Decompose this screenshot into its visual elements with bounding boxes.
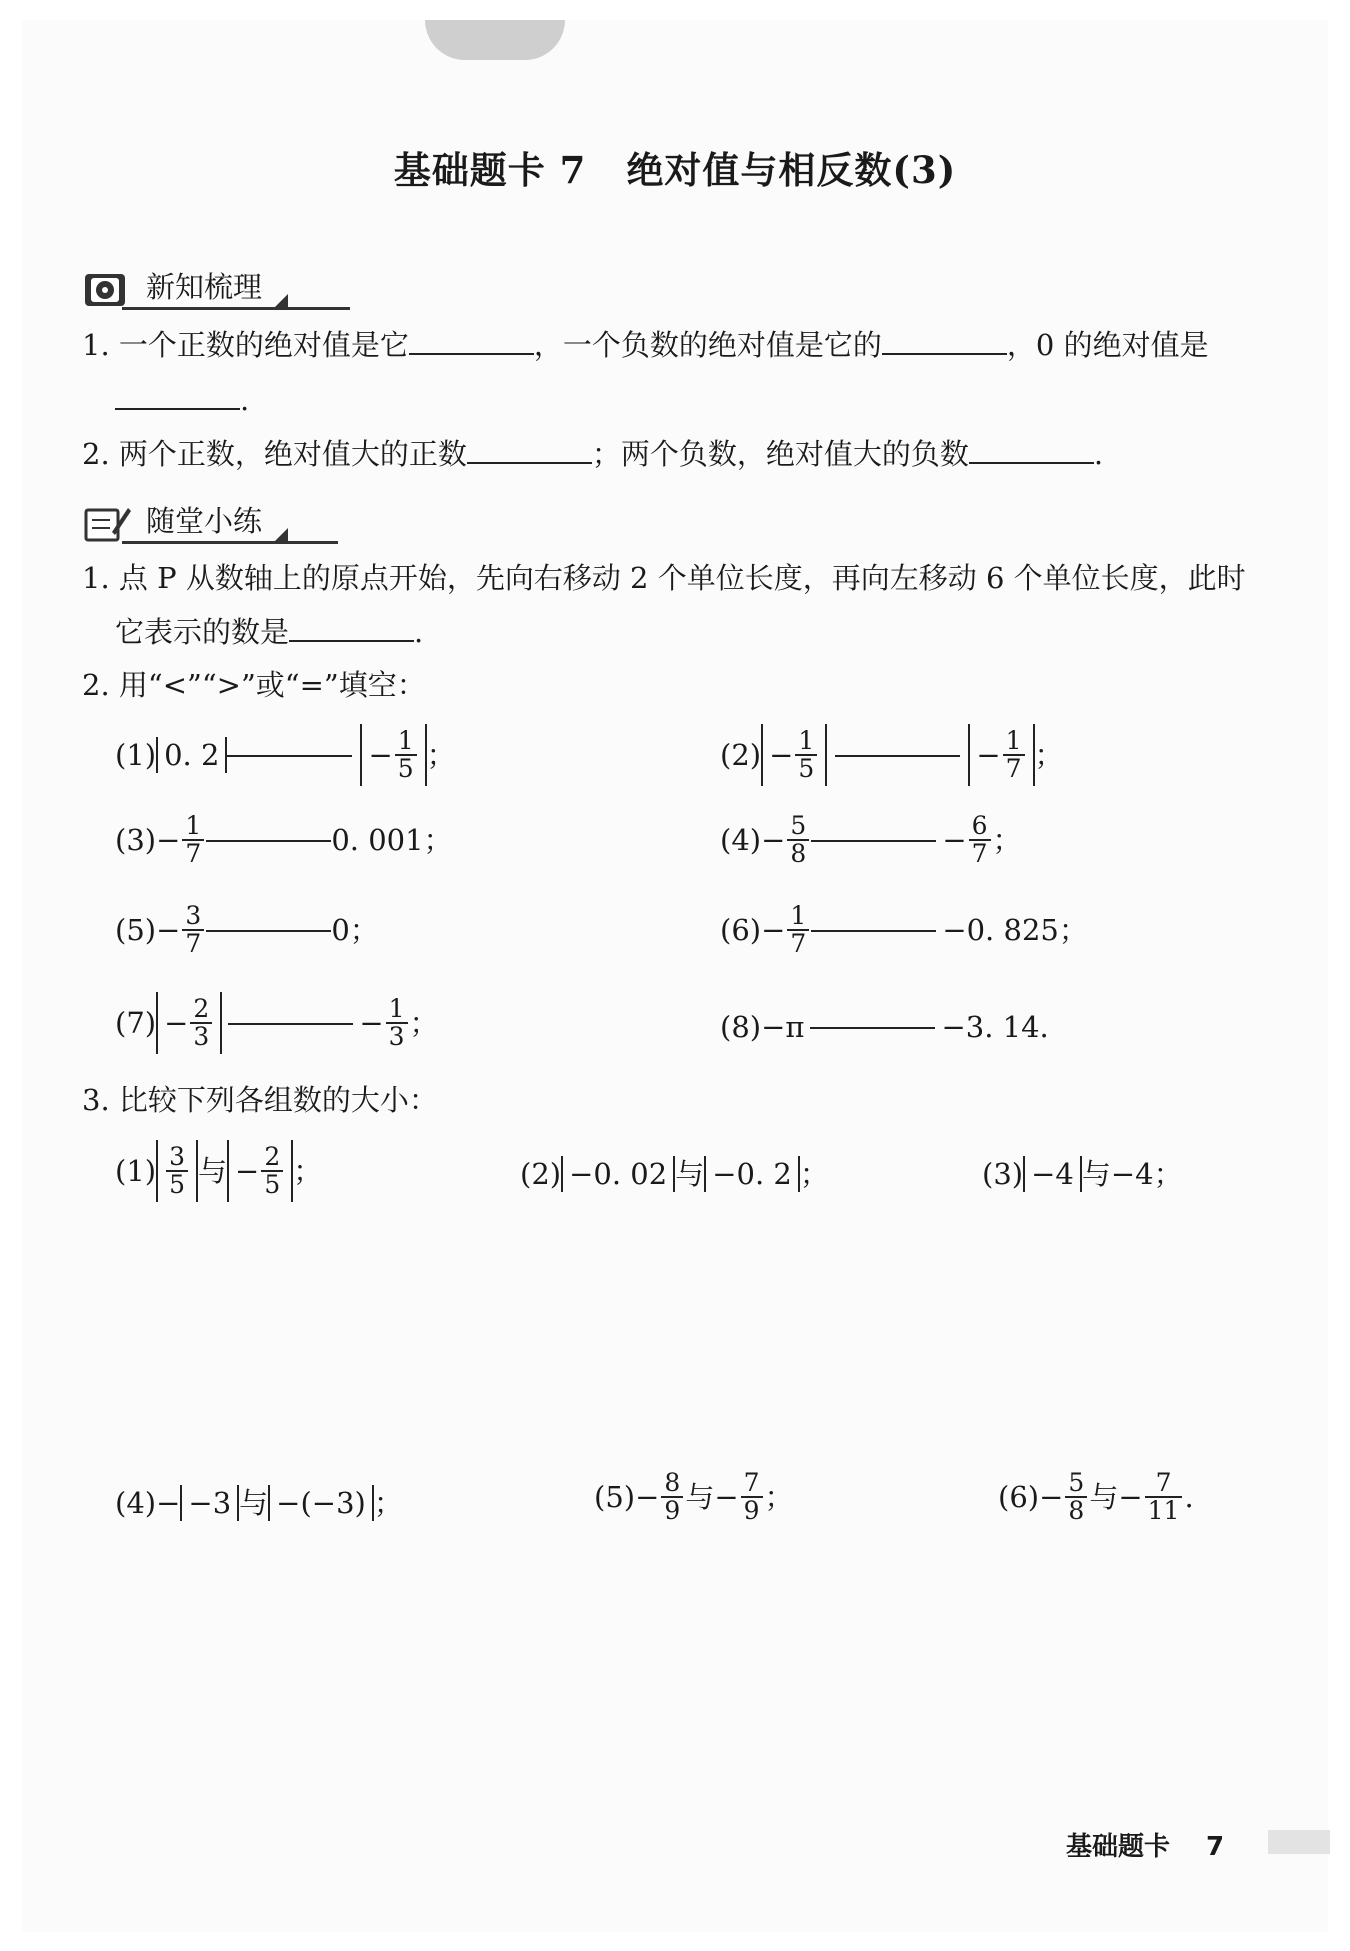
- denominator: 5: [261, 1170, 283, 1198]
- denominator: 5: [166, 1170, 188, 1198]
- s2-q3-p6: [998, 1470, 1194, 1525]
- title-sub: 绝对值与相反数(3): [626, 148, 957, 192]
- part-label: (8): [720, 1010, 762, 1044]
- numerator: 7: [1155, 1468, 1172, 1497]
- answer-blank[interactable]: [409, 352, 534, 355]
- s1-q2-text-c: .: [1093, 437, 1104, 471]
- heading-underline: [122, 541, 338, 544]
- page-title: [0, 140, 1350, 194]
- section-heading-label: 随堂小练: [146, 504, 263, 538]
- minus-sign: −: [156, 822, 181, 857]
- s2-q2-p2: [720, 724, 1064, 786]
- part-label: (1): [115, 1153, 157, 1188]
- s2-q3-p3: [982, 1156, 1183, 1192]
- numerator: 7: [743, 1468, 760, 1497]
- minus-sign: −: [942, 822, 967, 857]
- fraction: [741, 1470, 763, 1525]
- end-punct: ；: [373, 1485, 403, 1520]
- footer-label: 基础题卡: [1066, 1832, 1171, 1862]
- part-label: (2): [720, 737, 762, 772]
- s1-q2-text-a: 2. 两个正数，绝对值大的正数: [82, 437, 467, 471]
- end-punct: ；: [799, 1156, 829, 1191]
- s1-q1-text-c: ，0 的绝对值是: [1006, 328, 1209, 362]
- abs-value: [968, 724, 1034, 786]
- denominator: 8: [1065, 1496, 1087, 1524]
- denominator: 8: [787, 839, 809, 867]
- numerator: 1: [185, 811, 202, 840]
- fraction: [1065, 1470, 1087, 1525]
- denominator: 3: [190, 1022, 212, 1050]
- answer-blank[interactable]: [228, 1022, 353, 1025]
- denominator: 7: [969, 839, 991, 867]
- minus-sign: −: [359, 1005, 384, 1040]
- minus-sign: −: [368, 737, 393, 772]
- right-operand: 0. 001；: [331, 822, 453, 857]
- s2-q2-p1: [115, 724, 456, 786]
- s2-q3-p2: [520, 1156, 829, 1192]
- numerator: 5: [1068, 1468, 1085, 1497]
- abs-content: −4: [1031, 1156, 1074, 1191]
- answer-blank[interactable]: [882, 352, 1007, 355]
- s2-q2-stem: 2. 用“<”“>”或“=”填空：: [82, 668, 426, 702]
- minus-sign: −: [235, 1153, 260, 1188]
- s2-q2-p7: [115, 992, 439, 1054]
- fraction: [1145, 1470, 1183, 1525]
- abs-value: [227, 1140, 293, 1202]
- abs-value: [360, 724, 426, 786]
- fraction: [182, 903, 204, 958]
- fraction: [386, 993, 408, 1051]
- abs-value: [268, 1485, 374, 1521]
- numerator: 2: [264, 1141, 281, 1171]
- part-label: (5): [594, 1479, 636, 1514]
- minus-sign: −: [156, 1485, 181, 1520]
- abs-content: −0. 02: [569, 1156, 668, 1191]
- part-label: (5): [115, 912, 157, 947]
- part-label: (4): [720, 822, 762, 857]
- part-label: (4): [115, 1485, 157, 1520]
- numerator: 3: [185, 901, 202, 930]
- fraction: [261, 1141, 283, 1199]
- s2-q3-stem: 3. 比较下列各组数的大小：: [82, 1083, 438, 1117]
- answer-blank[interactable]: [835, 754, 960, 757]
- s2-q3-p5: [594, 1470, 794, 1525]
- right-operand: 0；: [331, 912, 379, 947]
- fraction: [182, 813, 204, 868]
- numerator: 6: [971, 811, 988, 840]
- fraction: [395, 725, 417, 783]
- numerator: 3: [169, 1141, 185, 1171]
- s2-q2-p4: [720, 813, 1022, 868]
- s2-q2-p6: [720, 903, 1088, 958]
- s2-q3-p4: [115, 1485, 403, 1521]
- end-punct: .: [1184, 1479, 1194, 1514]
- minus-sign: −: [164, 1005, 189, 1040]
- minus-sign: −: [635, 1479, 660, 1514]
- fraction: [190, 993, 212, 1051]
- denominator: 9: [661, 1496, 683, 1524]
- connector-word: 与: [675, 1156, 705, 1191]
- answer-blank[interactable]: [467, 461, 592, 464]
- connector-word: 与: [198, 1153, 228, 1188]
- fraction: [787, 903, 809, 958]
- end-punct: ；: [1034, 737, 1064, 772]
- page-number: 7: [1206, 1832, 1225, 1862]
- denominator: 5: [795, 754, 817, 782]
- connector-word: 与: [1089, 1479, 1119, 1514]
- abs-value: [761, 724, 827, 786]
- answer-blank[interactable]: [810, 1026, 935, 1029]
- abs-value: [156, 1140, 198, 1202]
- abs-content: 0. 2: [164, 737, 220, 772]
- minus-sign: −: [769, 737, 794, 772]
- numerator: 1: [1005, 725, 1022, 755]
- abs-value: [1023, 1156, 1082, 1192]
- page-footer: [1066, 1826, 1224, 1863]
- denominator: 7: [182, 839, 204, 867]
- part-label: (6): [720, 912, 762, 947]
- fraction: [1003, 725, 1025, 783]
- denominator: 9: [741, 1496, 763, 1524]
- disc-icon: [82, 268, 132, 310]
- s2-q1-line2: [115, 615, 423, 650]
- s1-q1-line2: [115, 383, 249, 418]
- s1-q1-line1: [82, 328, 1209, 363]
- connector-word: 与: [685, 1479, 715, 1514]
- page-tab-decoration: [425, 20, 565, 60]
- numerator: 5: [790, 811, 807, 840]
- numerator: 2: [193, 993, 210, 1023]
- s2-q2-p3: [115, 813, 453, 868]
- abs-value: [156, 992, 222, 1054]
- part-label: (3): [982, 1156, 1024, 1191]
- abs-value: [156, 737, 227, 773]
- numerator: 1: [397, 725, 414, 755]
- fraction: [166, 1141, 188, 1199]
- footer-decoration: [1268, 1830, 1330, 1854]
- denominator: 7: [787, 929, 809, 957]
- denominator: 7: [1003, 754, 1025, 782]
- section-heading-practice: [82, 492, 338, 544]
- heading-underline: [122, 307, 350, 310]
- comparison-tail: 与−4；: [1081, 1156, 1183, 1191]
- s1-q2-line: [82, 437, 1103, 472]
- fraction: [969, 813, 991, 868]
- abs-content: −0. 2: [712, 1156, 792, 1191]
- part-label: (7): [115, 1005, 157, 1040]
- denominator: 11: [1145, 1496, 1183, 1524]
- fraction: [661, 1470, 683, 1525]
- s2-q3-p1: [115, 1140, 322, 1202]
- minus-sign: −: [761, 822, 786, 857]
- end-punct: ；: [426, 737, 456, 772]
- fraction: [795, 725, 817, 783]
- s1-q1-text-b: ，一个负数的绝对值是它的: [533, 328, 882, 362]
- minus-sign: −: [1039, 1479, 1064, 1514]
- right-operand: −0. 825；: [942, 912, 1088, 947]
- part-label: (6): [998, 1479, 1040, 1514]
- s2-q1-text-b: 它表示的数是: [115, 615, 290, 649]
- denominator: 5: [395, 754, 417, 782]
- heading-arrow-icon: [274, 528, 288, 542]
- answer-blank[interactable]: [289, 639, 414, 642]
- numerator: 1: [388, 993, 405, 1023]
- end-punct: ；: [409, 1005, 439, 1040]
- numerator: 1: [790, 901, 807, 930]
- abs-content: −(−3): [276, 1485, 366, 1520]
- answer-blank[interactable]: [115, 407, 240, 410]
- answer-blank[interactable]: [811, 839, 936, 842]
- s1-q1-text-d: .: [240, 383, 250, 417]
- notebook-pen-icon: [82, 502, 132, 544]
- part-label: (3): [115, 822, 157, 857]
- answer-blank[interactable]: [969, 461, 1094, 464]
- denominator: 3: [386, 1022, 408, 1050]
- minus-sign: −: [156, 912, 181, 947]
- connector-word: 与: [239, 1485, 269, 1520]
- answer-blank[interactable]: [227, 754, 352, 757]
- numerator: 8: [664, 1468, 681, 1497]
- abs-content: −3: [188, 1485, 232, 1520]
- part-label: (1): [115, 737, 157, 772]
- minus-sign: −: [976, 737, 1001, 772]
- denominator: 7: [182, 929, 204, 957]
- s2-q1-text-c: .: [414, 615, 424, 649]
- abs-value: [180, 1485, 239, 1521]
- s2-q2-p5: [115, 903, 379, 958]
- abs-value: [561, 1156, 675, 1192]
- answer-blank[interactable]: [206, 839, 331, 842]
- answer-blank[interactable]: [811, 929, 936, 932]
- minus-sign: −: [1118, 1479, 1143, 1514]
- s1-q2-text-b: ；两个负数，绝对值大的负数: [591, 437, 969, 471]
- section-heading-label: 新知梳理: [146, 270, 263, 304]
- title-main: 基础题卡 7: [393, 148, 587, 192]
- heading-arrow-icon: [274, 294, 288, 308]
- answer-blank[interactable]: [206, 929, 331, 932]
- fraction: [787, 813, 809, 868]
- abs-value: [704, 1156, 800, 1192]
- part-label: (2): [520, 1156, 562, 1191]
- right-operand: −3. 14.: [941, 1010, 1049, 1044]
- s2-q1-line1: 1. 点 P 从数轴上的原点开始，先向右移动 2 个单位长度，再向左移动 6 个单位长度，此时: [82, 561, 1246, 595]
- end-punct: ；: [764, 1479, 794, 1514]
- s1-q1-text-a: 1. 一个正数的绝对值是它: [82, 328, 409, 362]
- left-operand: −π: [761, 1010, 805, 1044]
- s2-q2-p8: [720, 1010, 1049, 1045]
- end-punct: ；: [992, 822, 1022, 857]
- end-punct: ；: [293, 1153, 323, 1188]
- minus-sign: −: [714, 1479, 739, 1514]
- numerator: 1: [798, 725, 815, 755]
- minus-sign: −: [761, 912, 786, 947]
- section-heading-new-knowledge: [82, 258, 350, 310]
